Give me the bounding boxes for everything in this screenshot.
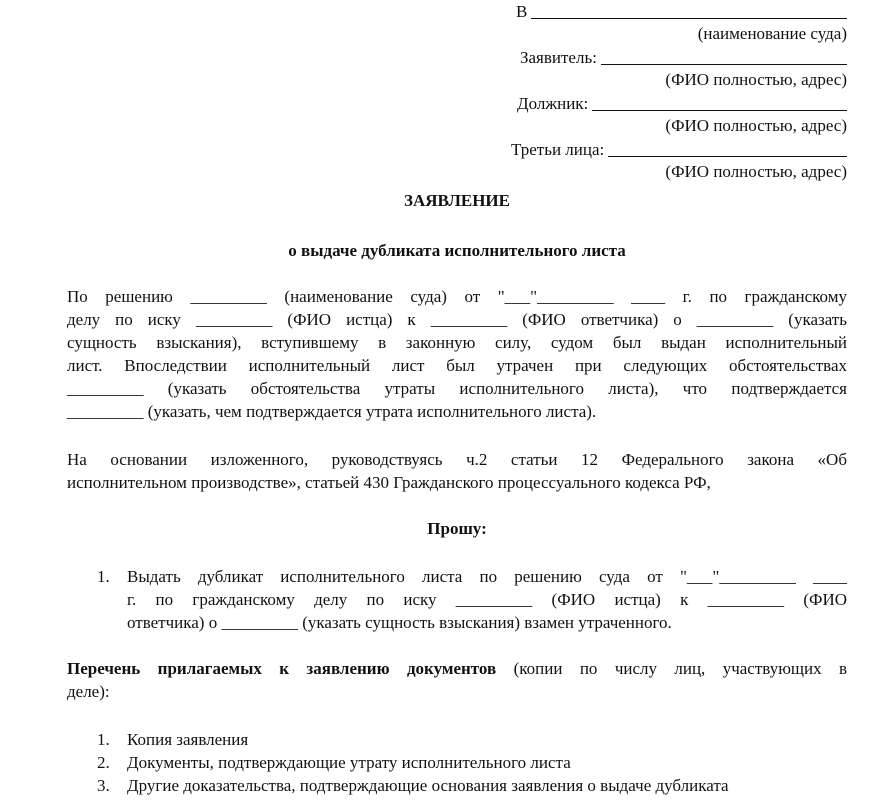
request-heading: Прошу: (427, 519, 487, 538)
third-parties-blank (608, 138, 847, 157)
third-parties-label: Третьи лица: (511, 140, 605, 159)
paragraph-1-line-6: _________ (указать, чем подтверждается утрата исполнительного листа). (67, 402, 597, 421)
paragraph-1-line-5: _________ (указать обстоятельства утраты исполнительного листа), что подтверждается (67, 379, 847, 398)
applicant-label: Заявитель: (520, 48, 597, 67)
document-subtitle: о выдаче дубликата исполнительного листа (288, 241, 626, 260)
paragraph-2-line-2: исполнительном производстве», статьей 430 Гражданского процессуального кодекса РФ, (67, 473, 711, 492)
applicant-blank (601, 46, 847, 65)
request-item-line-2: г. по гражданскому делу по иску _________ (ФИО истца) к _________ (ФИО (127, 590, 847, 609)
attachment-number: 1. (97, 730, 110, 749)
paragraph-1-line-2: делу по иску _________ (ФИО истца) к _________ (ФИО ответчика) о _________ (указать (67, 310, 847, 329)
attachment-number: 2. (97, 753, 110, 772)
attachments-heading-rest: (копии по числу лиц, участвующих в (496, 659, 848, 678)
debtor-label: Должник: (517, 94, 589, 113)
paragraph-2-line-1: На основании изложенного, руководствуясь ч.2 статьи 12 Федерального закона «Об (67, 450, 847, 469)
third-parties-row (511, 138, 847, 161)
debtor-row (517, 92, 847, 115)
paragraph-1-line-4: лист. Впоследствии исполнительный лист был утрачен при следующих обстоятельствах (67, 356, 847, 375)
document-title: ЗАЯВЛЕНИЕ (403, 191, 510, 210)
court-label: В (516, 2, 528, 21)
request-item-line-1: Выдать дубликат исполнительного листа по решению суда от "___"_________ ____ (127, 567, 847, 586)
court-blank (531, 0, 847, 19)
applicant-hint: (ФИО полностью, адрес) (665, 70, 847, 89)
applicant-row (520, 46, 847, 69)
attachments-heading-bold: Перечень прилагаемых к заявлению документов (67, 659, 497, 678)
debtor-blank (592, 92, 847, 111)
paragraph-1-line-1: По решению _________ (наименование суда) от "___"_________ ____ г. по гражданскому (67, 287, 847, 306)
attachments-heading-line-1 (67, 658, 847, 680)
attachment-item: Другие доказательства, подтверждающие основания заявления о выдаче дубликата (127, 776, 729, 795)
paragraph-1-line-3: сущность взыскания), вступившему в законную силу, судом был выдан исполнительный (67, 333, 847, 352)
attachment-item: Копия заявления (127, 730, 249, 749)
request-item-number: 1. (97, 567, 110, 586)
third-parties-hint: (ФИО полностью, адрес) (665, 162, 847, 181)
request-item-line-3: ответчика) о _________ (указать сущность взыскания) взамен утраченного. (127, 613, 672, 632)
attachments-heading-line-2: деле): (67, 682, 110, 701)
court-row (516, 0, 847, 23)
attachment-item: Документы, подтверждающие утрату исполнительного листа (127, 753, 571, 772)
court-hint: (наименование суда) (697, 24, 847, 43)
attachment-number: 3. (97, 776, 110, 795)
debtor-hint: (ФИО полностью, адрес) (665, 116, 847, 135)
